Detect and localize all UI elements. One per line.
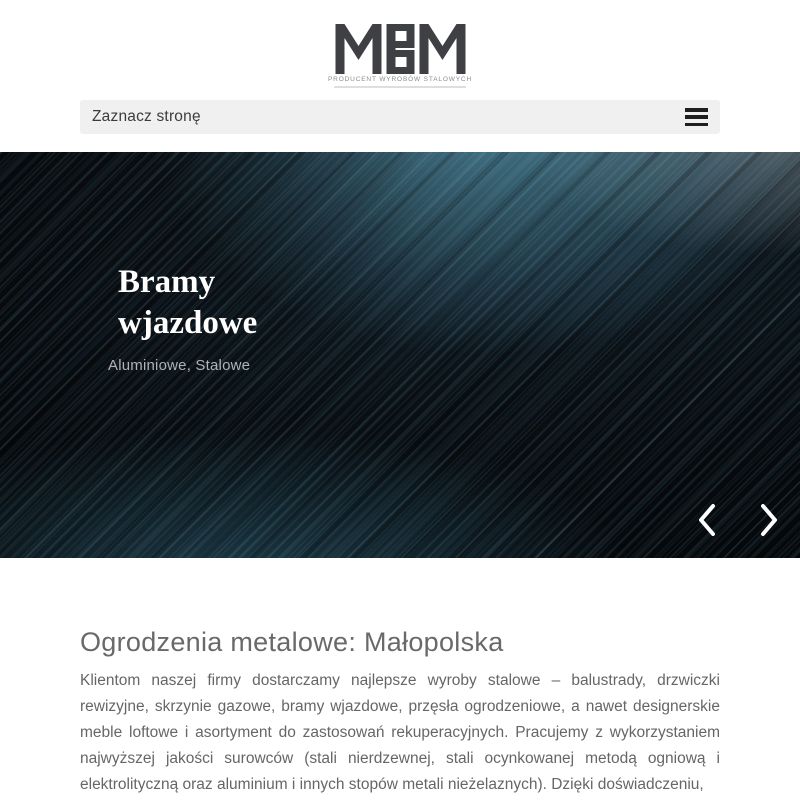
- section-paragraph: Klientom naszej firmy dostarczamy najlepsze wyroby stalowe – balustrady, drzwiczki rewizyjne, skrzynie gazowe, bramy wjazdowe, przęsła ogrodzeniowe, a nawet designerskie meble loftowe i asortyment do zastosowań rekuperacyjnych. Pracujemy z wykorzystaniem najwyższej jakości surowców (stali nierdzewnej, stali ocynkowanej metodą ogniową i elektrolityczną oraz aluminium i innych stopów metali nieżelaznych). Dzięki doświadczeniu,: [80, 672, 720, 793]
- hamburger-menu-icon[interactable]: [685, 108, 708, 126]
- logo-tagline: PRODUCENT WYROBÓW STALOWYCH: [327, 76, 473, 83]
- slide-subtitle: Aluminiowe, Stalowe: [108, 357, 251, 374]
- select-page-label: Zaznacz stronę: [92, 108, 201, 125]
- site-header: [0, 0, 800, 152]
- chevron-left-icon[interactable]: [695, 502, 719, 538]
- slide-title: Bramy wjazdowe: [118, 264, 258, 341]
- navbar: [80, 100, 720, 134]
- logo-divider: [334, 86, 466, 88]
- mbm-logo-icon: [333, 24, 468, 74]
- chevron-right-icon[interactable]: [757, 502, 781, 538]
- section-heading: Ogrodzenia metalowe: Małopolska: [80, 627, 504, 657]
- slide-text-block: [108, 262, 353, 374]
- hero-slider: [0, 152, 800, 558]
- content-section: [80, 558, 720, 798]
- logo[interactable]: [0, 24, 800, 88]
